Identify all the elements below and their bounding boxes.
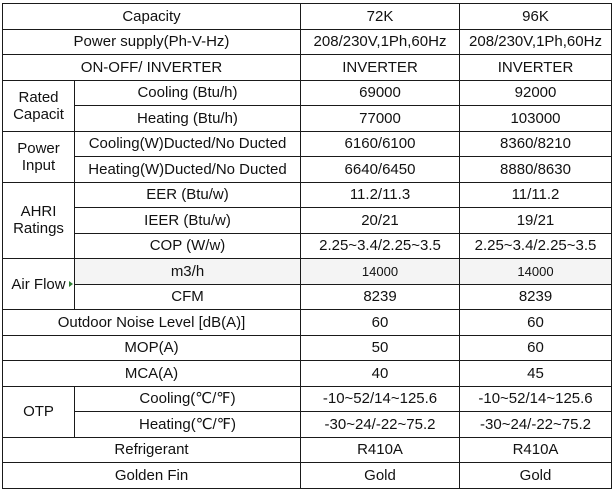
- row-label: CFM: [75, 284, 301, 310]
- row-value-96k: 19/21: [460, 208, 612, 234]
- row-value-96k: 60: [460, 335, 612, 361]
- table-row: [3, 284, 612, 310]
- row-value-96k: INVERTER: [460, 55, 612, 81]
- row-value-96k: 208/230V,1Ph,60Hz: [460, 29, 612, 55]
- row-label: Heating (Btu/h): [75, 106, 301, 132]
- row-label: MCA(A): [3, 361, 301, 387]
- row-value-96k: -10~52/14~125.6: [460, 386, 612, 412]
- row-label: Heating(W)Ducted/No Ducted: [75, 157, 301, 183]
- table-row: [3, 412, 612, 438]
- row-value-96k: Gold: [460, 463, 612, 489]
- table-row: [3, 259, 612, 285]
- row-value-72k: 69000: [301, 80, 460, 106]
- row-value-72k: 50: [301, 335, 460, 361]
- row-value-72k: -30~24/-22~75.2: [301, 412, 460, 438]
- row-value-72k: 2.25~3.4/2.25~3.5: [301, 233, 460, 259]
- row-label: EER (Btu/w): [75, 182, 301, 208]
- row-value-72k: 14000: [301, 259, 460, 285]
- row-value-96k: 60: [460, 310, 612, 336]
- table-row: [3, 361, 612, 387]
- row-value-72k: 40: [301, 361, 460, 387]
- table-row: [3, 55, 612, 81]
- row-value-72k: 208/230V,1Ph,60Hz: [301, 29, 460, 55]
- group-label-air-flow: [3, 259, 75, 310]
- row-value-72k: 20/21: [301, 208, 460, 234]
- row-label: Heating(℃/℉): [75, 412, 301, 438]
- air-flow-label: Air Flow: [11, 275, 66, 293]
- row-value-96k: 11/11.2: [460, 182, 612, 208]
- row-label: Outdoor Noise Level [dB(A)]: [3, 310, 301, 336]
- table-row: [3, 157, 612, 183]
- group-label-ahri-ratings: AHRI Ratings: [3, 182, 75, 259]
- row-value-96k: -30~24/-22~75.2: [460, 412, 612, 438]
- row-value-72k: 77000: [301, 106, 460, 132]
- row-value-72k: 6160/6100: [301, 131, 460, 157]
- table-row: [3, 463, 612, 489]
- table-row: [3, 208, 612, 234]
- table-row: [3, 4, 612, 30]
- row-value-72k: 60: [301, 310, 460, 336]
- row-value-72k: 6640/6450: [301, 157, 460, 183]
- row-label: IEER (Btu/w): [75, 208, 301, 234]
- table-row: [3, 80, 612, 106]
- table-row: [3, 437, 612, 463]
- row-label: Golden Fin: [3, 463, 301, 489]
- table-row: [3, 131, 612, 157]
- spec-table: [2, 3, 612, 489]
- row-label: m3/h: [75, 259, 301, 285]
- table-row: [3, 106, 612, 132]
- table-row: [3, 335, 612, 361]
- group-label-otp: OTP: [3, 386, 75, 437]
- row-label: Cooling (Btu/h): [75, 80, 301, 106]
- row-value-96k: 45: [460, 361, 612, 387]
- row-value-96k: 92000: [460, 80, 612, 106]
- table-row: [3, 29, 612, 55]
- row-value-72k: R410A: [301, 437, 460, 463]
- row-label: Cooling(W)Ducted/No Ducted: [75, 131, 301, 157]
- row-value-96k: 103000: [460, 106, 612, 132]
- table-row: [3, 233, 612, 259]
- cell-marker-icon: [69, 281, 73, 287]
- row-value-96k: R410A: [460, 437, 612, 463]
- table-row: [3, 182, 612, 208]
- row-value-72k: INVERTER: [301, 55, 460, 81]
- header-col-96k: 96K: [460, 4, 612, 30]
- row-value-96k: 14000: [460, 259, 612, 285]
- row-label: Cooling(℃/℉): [75, 386, 301, 412]
- row-label: ON-OFF/ INVERTER: [3, 55, 301, 81]
- row-label: COP (W/w): [75, 233, 301, 259]
- row-value-72k: 11.2/11.3: [301, 182, 460, 208]
- row-value-96k: 8239: [460, 284, 612, 310]
- row-label: Refrigerant: [3, 437, 301, 463]
- row-value-72k: Gold: [301, 463, 460, 489]
- table-row: [3, 386, 612, 412]
- row-label: Power supply(Ph-V-Hz): [3, 29, 301, 55]
- group-label-power-input: Power Input: [3, 131, 75, 182]
- row-value-96k: 2.25~3.4/2.25~3.5: [460, 233, 612, 259]
- row-value-72k: 8239: [301, 284, 460, 310]
- row-value-96k: 8360/8210: [460, 131, 612, 157]
- row-label: MOP(A): [3, 335, 301, 361]
- table-row: [3, 310, 612, 336]
- header-label: Capacity: [3, 4, 301, 30]
- row-value-96k: 8880/8630: [460, 157, 612, 183]
- row-value-72k: -10~52/14~125.6: [301, 386, 460, 412]
- group-label-rated-capacity: Rated Capacit: [3, 80, 75, 131]
- header-col-72k: 72K: [301, 4, 460, 30]
